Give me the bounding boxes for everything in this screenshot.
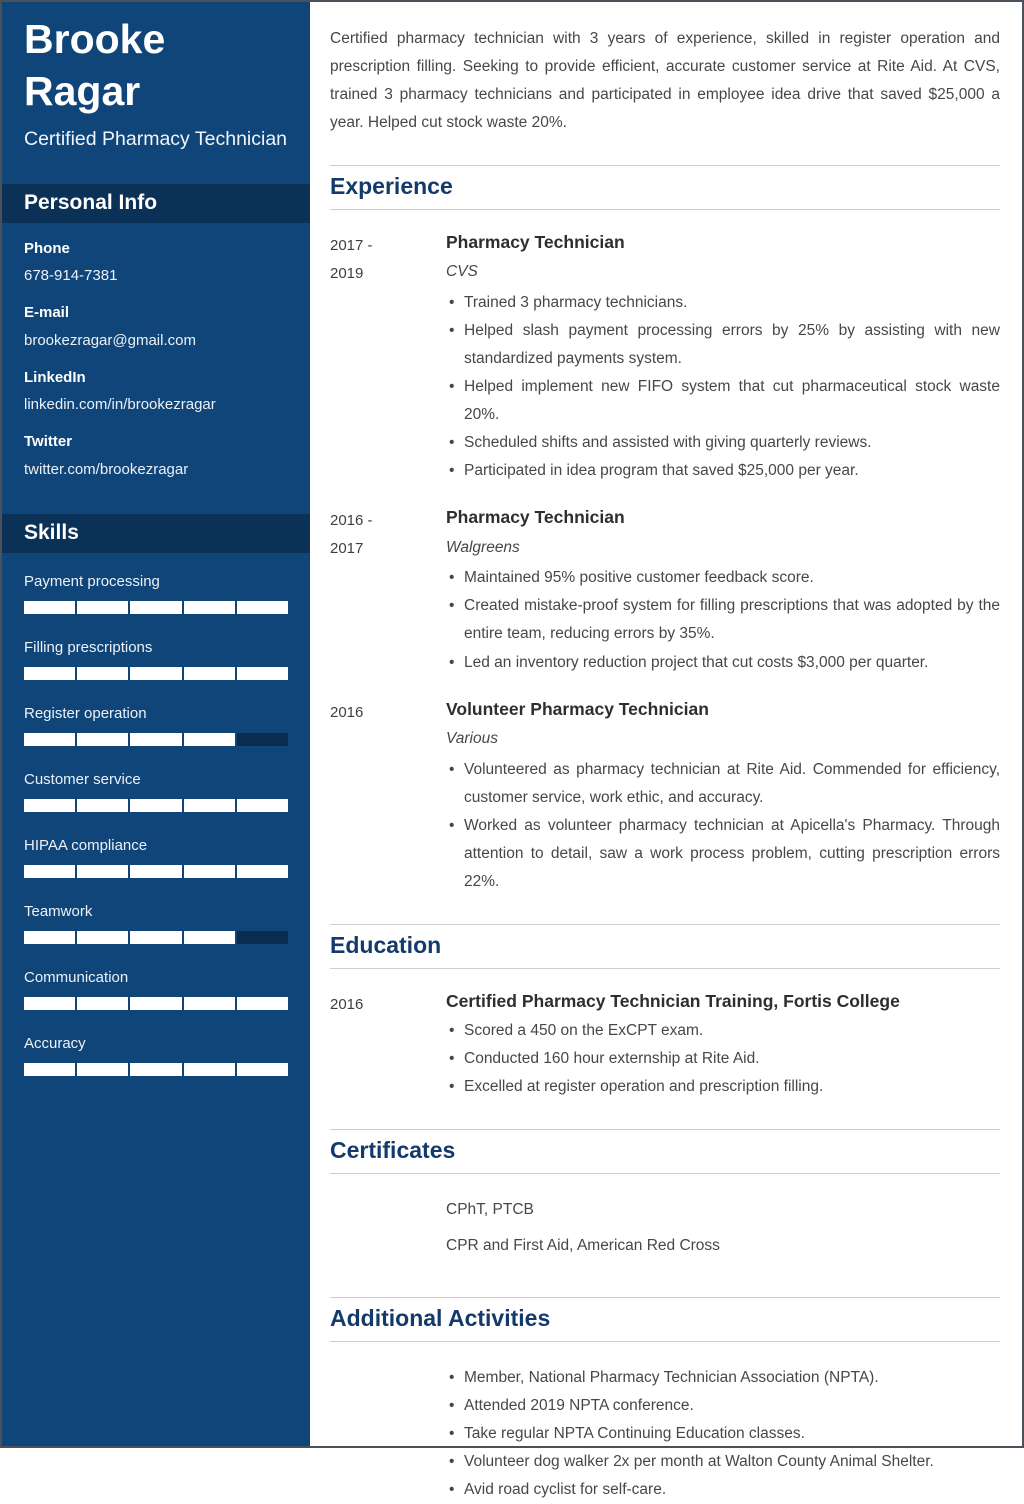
skill-bar-segment <box>184 601 235 614</box>
section-divider <box>330 1341 1000 1342</box>
date-start: 2016 <box>330 995 364 1013</box>
experience-entry <box>330 229 1000 485</box>
skill-filling-prescriptions <box>24 637 288 680</box>
job-bullet: • Led an inventory reduction project that cut costs $3,000 per quarter. <box>446 649 1000 677</box>
candidate-last-name: Ragar <box>24 67 141 114</box>
date-start: 2016 <box>330 703 364 721</box>
skill-bar-segment <box>77 733 128 746</box>
contact-linkedin-value[interactable]: linkedin.com/in/brookezragar <box>24 396 216 414</box>
certificates-heading: Certificates <box>330 1136 456 1163</box>
additional-activities-entry <box>330 1361 1000 1504</box>
degree-title: Certified Pharmacy Technician Training, Fortis College <box>446 990 900 1011</box>
candidate-job-title: Certified Pharmacy Technician <box>24 128 288 151</box>
date-end: 2019 <box>330 264 364 282</box>
job-bullet-list <box>446 564 1000 676</box>
skill-level-bar <box>24 601 288 614</box>
contact-phone-value: 678-914-7381 <box>24 267 118 285</box>
section-divider <box>330 968 1000 969</box>
skill-bar-segment <box>24 931 75 944</box>
skill-bar-segment <box>24 733 75 746</box>
certificate-item: CPR and First Aid, American Red Cross <box>446 1237 720 1255</box>
skill-register-operation <box>24 703 288 746</box>
skill-communication <box>24 967 288 1010</box>
skills-heading: Skills <box>2 514 310 553</box>
skill-bar-segment <box>237 1063 288 1076</box>
skill-bar-segment <box>130 601 181 614</box>
skill-bar-segment <box>130 997 181 1010</box>
summary-paragraph: Certified pharmacy technician with 3 years of experience, skilled in register operation and prescription filling. Seeking to provide efficient, accurate customer service at Rite Aid. At CVS, trained 3 pharmacy technicians and participated in employee idea drive that saved $25,000 a year. Helped cut stock waste 20%. <box>330 30 1000 132</box>
skill-bar-segment <box>237 601 288 614</box>
skills-list <box>2 553 310 1076</box>
skill-level-bar <box>24 799 288 812</box>
skill-accuracy <box>24 1033 288 1076</box>
education-entry <box>330 988 1000 1101</box>
skill-bar-segment <box>77 667 128 680</box>
skill-bar-segment <box>184 931 235 944</box>
candidate-name <box>24 14 288 117</box>
skill-label: Register operation <box>24 704 147 722</box>
skill-bar-segment <box>237 997 288 1010</box>
experience-heading: Experience <box>330 173 453 200</box>
skill-bar-segment <box>77 865 128 878</box>
skill-level-bar <box>24 997 288 1010</box>
contact-linkedin <box>24 364 288 420</box>
resume-body <box>310 2 1022 1504</box>
skill-bar-segment <box>77 601 128 614</box>
job-bullet: • Participated in idea program that saved $25,000 per year. <box>446 457 1000 485</box>
skill-bar-segment <box>24 667 75 680</box>
skill-bar-segment <box>184 865 235 878</box>
job-title: Pharmacy Technician <box>446 507 625 528</box>
section-divider <box>330 209 1000 210</box>
skill-label: HIPAA compliance <box>24 836 148 854</box>
skill-label: Accuracy <box>24 1034 86 1052</box>
skill-payment-processing <box>24 571 288 614</box>
skill-bar-segment <box>237 733 288 746</box>
skill-bar-segment <box>77 1063 128 1076</box>
skill-label: Payment processing <box>24 572 160 590</box>
skill-hipaa-compliance <box>24 835 288 878</box>
personal-info-heading: Personal Info <box>2 184 310 223</box>
contact-twitter <box>24 428 288 484</box>
entry-dates <box>330 696 446 896</box>
contact-email-label: E-mail <box>24 304 70 322</box>
skill-level-bar <box>24 1063 288 1076</box>
skill-bar-segment <box>24 997 75 1010</box>
skill-bar-segment <box>184 667 235 680</box>
activity-bullet: • Volunteer dog walker 2x per month at Walton County Animal Shelter. <box>446 1448 1000 1476</box>
skill-bar-segment <box>237 799 288 812</box>
activity-bullet: • Member, National Pharmacy Technician Association (NPTA). <box>446 1364 1000 1392</box>
skill-teamwork <box>24 901 288 944</box>
skill-bar-segment <box>237 667 288 680</box>
education-heading: Education <box>330 931 442 958</box>
skill-bar-segment <box>77 931 128 944</box>
skill-label: Customer service <box>24 770 141 788</box>
skill-bar-segment <box>184 799 235 812</box>
skill-bar-segment <box>24 601 75 614</box>
contact-email-value[interactable]: brookezragar@gmail.com <box>24 331 196 349</box>
contact-twitter-value[interactable]: twitter.com/brookezragar <box>24 460 189 478</box>
skill-bar-segment <box>130 865 181 878</box>
entry-dates <box>330 988 446 1101</box>
job-bullet: • Trained 3 pharmacy technicians. <box>446 289 1000 317</box>
activity-bullet: • Take regular NPTA Continuing Education classes. <box>446 1420 1000 1448</box>
job-bullet-list <box>446 289 1000 485</box>
skill-bar-segment <box>130 667 181 680</box>
entry-dates-empty <box>330 1193 446 1270</box>
skill-bar-segment <box>24 1063 75 1076</box>
job-bullet: • Scheduled shifts and assisted with giving quarterly reviews. <box>446 429 1000 457</box>
skill-bar-segment <box>130 931 181 944</box>
contact-twitter-label: Twitter <box>24 433 73 451</box>
job-bullet: • Worked as volunteer pharmacy technician at Apicella's Pharmacy. Through attention to detail, saw a work process problem, cutting prescription errors 22%. <box>446 812 1000 896</box>
skill-bar-segment <box>77 997 128 1010</box>
activity-bullet: • Avid road cyclist for self-care. <box>446 1476 1000 1504</box>
skill-bar-segment <box>77 799 128 812</box>
education-bullet: • Conducted 160 hour externship at Rite Aid. <box>446 1045 1000 1073</box>
job-company: Walgreens <box>446 538 520 556</box>
skill-bar-segment <box>184 997 235 1010</box>
skill-label: Filling prescriptions <box>24 638 153 656</box>
personal-info-list <box>2 223 310 484</box>
job-bullet: • Volunteered as pharmacy technician at Rite Aid. Commended for efficiency, customer service, work ethic, and accuracy. <box>446 756 1000 812</box>
experience-entry <box>330 504 1000 676</box>
skill-level-bar <box>24 865 288 878</box>
job-company: Various <box>446 729 498 747</box>
experience-entry <box>330 696 1000 896</box>
job-company: CVS <box>446 263 478 281</box>
entry-dates <box>330 504 446 676</box>
job-bullet: • Maintained 95% positive customer feedback score. <box>446 564 1000 592</box>
date-start: 2017 - <box>330 236 373 254</box>
skill-bar-segment <box>237 931 288 944</box>
job-bullet-list <box>446 756 1000 896</box>
activity-bullet-list <box>446 1364 1000 1504</box>
contact-email <box>24 299 288 355</box>
certificates-entry <box>330 1193 1000 1270</box>
contact-phone <box>24 235 288 291</box>
skill-bar-segment <box>130 1063 181 1076</box>
certificate-item: CPhT, PTCB <box>446 1200 534 1218</box>
skill-bar-segment <box>24 799 75 812</box>
skill-level-bar <box>24 733 288 746</box>
job-title: Pharmacy Technician <box>446 231 625 252</box>
candidate-first-name: Brooke <box>24 16 166 62</box>
date-start: 2016 - <box>330 512 373 530</box>
skill-level-bar <box>24 667 288 680</box>
skill-bar-segment <box>237 865 288 878</box>
education-bullet: • Excelled at register operation and prescription filling. <box>446 1073 1000 1101</box>
job-bullet: • Helped slash payment processing errors by 25% by assisting with new standardized payments system. <box>446 317 1000 373</box>
sidebar <box>2 2 310 1446</box>
education-bullet-list <box>446 1017 1000 1101</box>
skill-level-bar <box>24 931 288 944</box>
skill-bar-segment <box>130 733 181 746</box>
skill-label: Communication <box>24 968 129 986</box>
education-bullet: • Scored a 450 on the ExCPT exam. <box>446 1017 1000 1045</box>
skill-bar-segment <box>24 865 75 878</box>
skill-bar-segment <box>184 1063 235 1076</box>
activity-bullet: • Attended 2019 NPTA conference. <box>446 1392 1000 1420</box>
skill-bar-segment <box>130 799 181 812</box>
job-bullet: • Helped implement new FIFO system that cut pharmaceutical stock waste 20%. <box>446 373 1000 429</box>
contact-linkedin-label: LinkedIn <box>24 368 86 386</box>
contact-phone-label: Phone <box>24 239 70 257</box>
entry-dates-empty <box>330 1361 446 1504</box>
entry-dates <box>330 229 446 485</box>
job-bullet: • Created mistake-proof system for filling prescriptions that was adopted by the entire team, reducing errors by 35%. <box>446 592 1000 648</box>
date-end: 2017 <box>330 540 364 557</box>
skill-bar-segment <box>184 733 235 746</box>
section-divider <box>330 1173 1000 1174</box>
job-title: Volunteer Pharmacy Technician <box>446 698 709 719</box>
skill-label: Teamwork <box>24 902 93 920</box>
additional-activities-heading: Additional Activities <box>330 1305 551 1332</box>
skill-customer-service <box>24 769 288 812</box>
